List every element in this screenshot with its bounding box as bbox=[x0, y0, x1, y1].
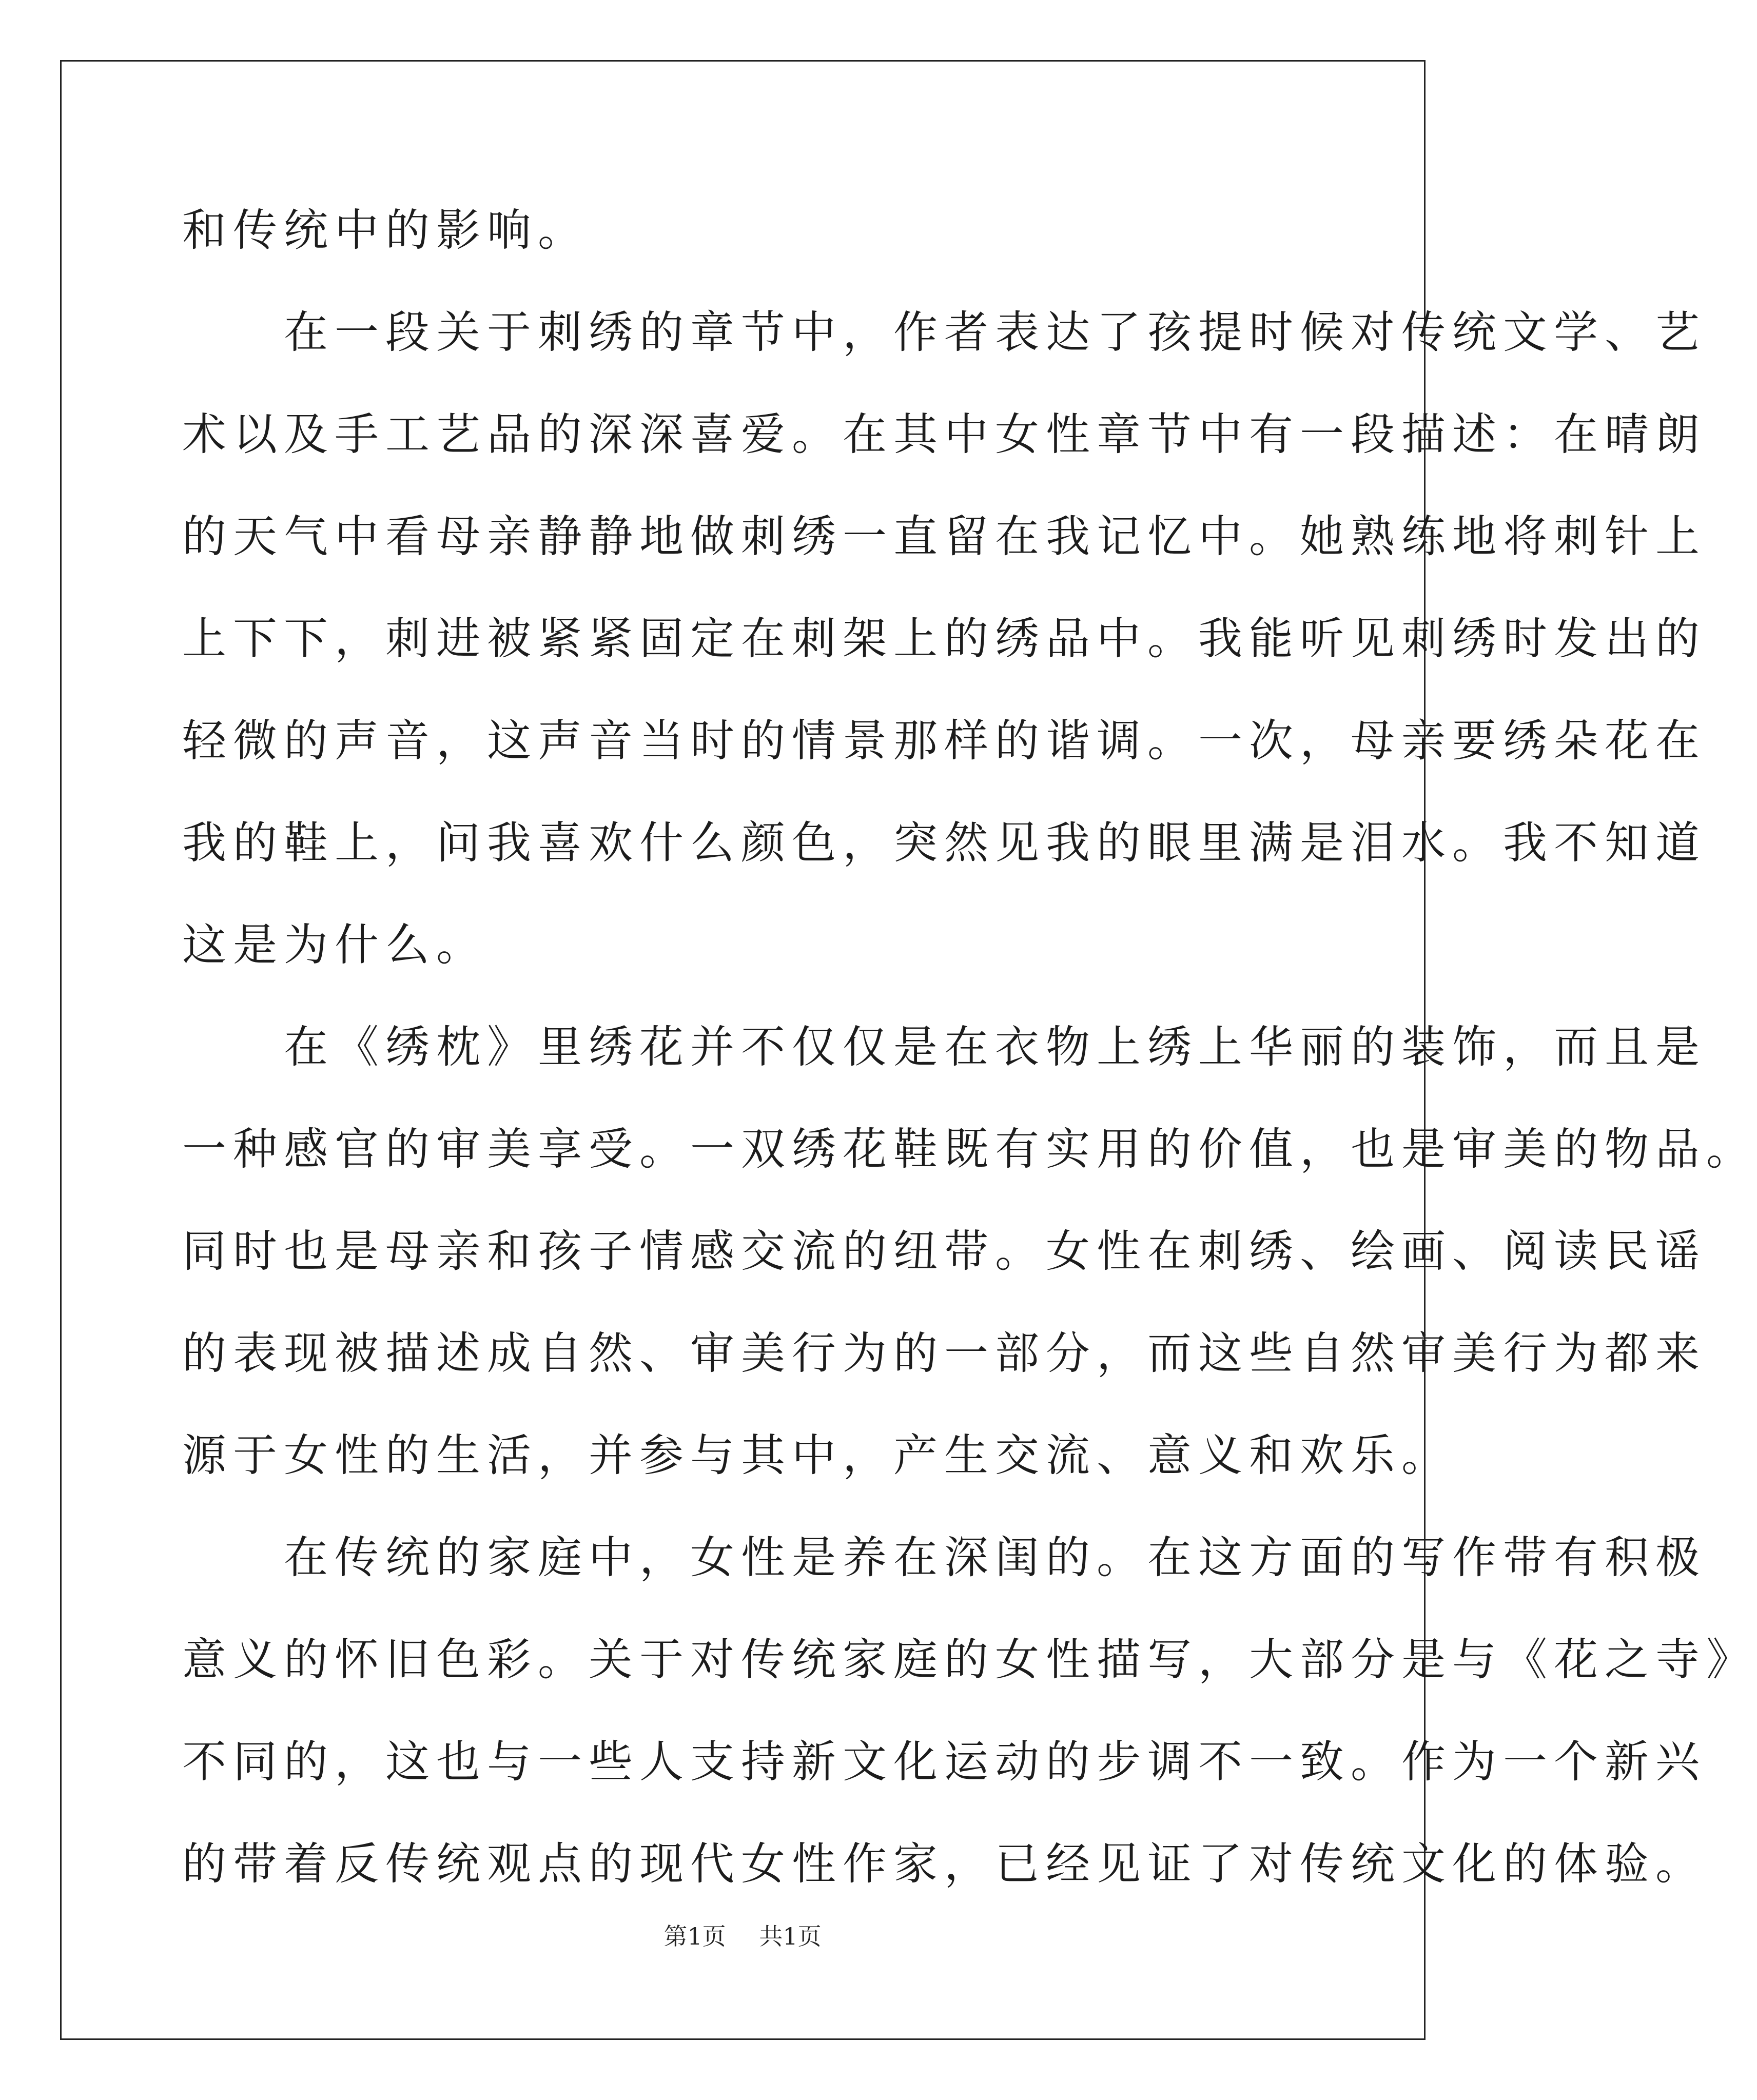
text-line: 和传统中的影响。 bbox=[182, 205, 589, 256]
text-line: 轻微的声音，这声音当时的情景那样的谐调。一次，母亲要绣朵花在 bbox=[182, 715, 1706, 767]
text-line: 不同的，这也与一些人支持新文化运动的步调不一致。作为一个新兴 bbox=[182, 1736, 1706, 1788]
text-line: 在传统的家庭中，女性是养在深闺的。在这方面的写作带有积极 bbox=[182, 1532, 1706, 1583]
text-line: 源于女性的生活，并参与其中，产生交流、意义和欢乐。 bbox=[182, 1430, 1452, 1481]
text-line: 的表现被描述成自然、审美行为的一部分，而这些自然审美行为都来 bbox=[182, 1328, 1706, 1379]
text-line: 一种感官的审美享受。一双绣花鞋既有实用的价值，也是审美的物品。 bbox=[182, 1124, 1757, 1175]
text-line: 这是为什么。 bbox=[182, 919, 487, 971]
text-line: 意义的怀旧色彩。关于对传统家庭的女性描写，大部分是与《花之寺》 bbox=[182, 1634, 1757, 1685]
text-line: 术以及手工艺品的深深喜爱。在其中女性章节中有一段描述：在晴朗 bbox=[182, 409, 1706, 460]
text-line: 在《绣枕》里绣花并不仅仅是在衣物上绣上华丽的装饰，而且是 bbox=[182, 1022, 1706, 1073]
text-line: 在一段关于刺绣的章节中，作者表达了孩提时候对传统文学、艺 bbox=[182, 307, 1706, 358]
text-line: 同时也是母亲和孩子情感交流的纽带。女性在刺绣、绘画、阅读民谣 bbox=[182, 1226, 1706, 1277]
page-footer bbox=[0, 1918, 1485, 1952]
text-line: 上下下，刺进被紧紧固定在刺架上的绣品中。我能听见刺绣时发出的 bbox=[182, 613, 1706, 664]
text-line: 我的鞋上，问我喜欢什么颜色，突然见我的眼里满是泪水。我不知道 bbox=[182, 817, 1706, 869]
text-line: 的天气中看母亲静静地做刺绣一直留在我记忆中。她熟练地将刺针上 bbox=[182, 511, 1706, 562]
page-number: 第1页 bbox=[663, 1922, 726, 1950]
page-total: 共1页 bbox=[759, 1922, 822, 1950]
document-body bbox=[182, 180, 1757, 1915]
text-line: 的带着反传统观点的现代女性作家，已经见证了对传统文化的体验。 bbox=[182, 1838, 1706, 1890]
